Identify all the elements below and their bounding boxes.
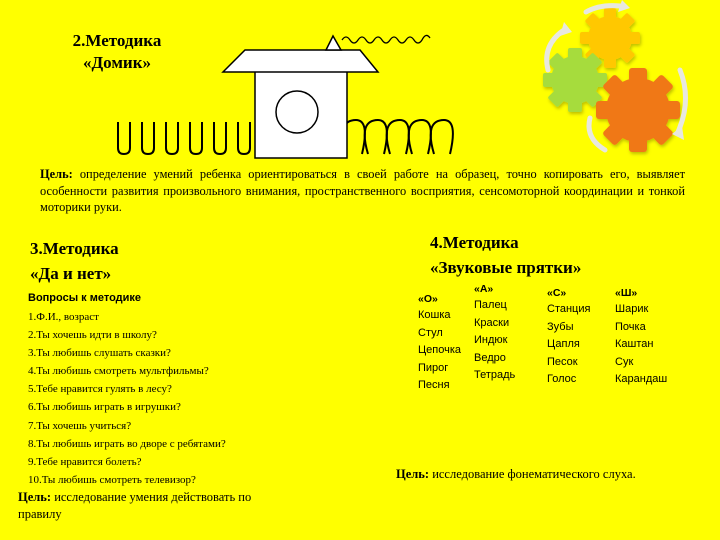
goal-method-2 [40,166,685,216]
right-spiral [343,120,453,154]
sound-column-header: «С» [547,287,567,299]
sound-word: Каштан [615,338,654,350]
method-3-title-line1: 3.Методика [30,239,119,258]
sound-word: Краски [474,316,510,329]
questions-list [28,291,268,489]
sound-word: Шарик [615,303,649,315]
sound-column-header: «А» [474,283,494,295]
questions-heading: Вопросы к методике [28,292,142,304]
sound-column-header: «Ш» [615,287,638,299]
sound-word: Почка [615,320,646,333]
sound-word: Цапля [547,338,580,350]
house-window [276,91,318,133]
sound-word: Цепочка [418,344,461,356]
sound-column-header: «О» [418,293,438,305]
sound-word: Голос [547,373,577,385]
method-3-title-line2: «Да и нет» [30,264,112,283]
house-roof [223,50,378,72]
question-item: 4.Ты любишь смотреть мультфильмы? [28,365,209,378]
house-pattern-drawing [110,28,470,160]
sound-word: Ведро [474,351,506,364]
sound-word: Песня [418,379,450,391]
question-item: 5.Тебе нравится гулять в лесу? [28,383,172,396]
sound-word: Кошка [418,309,451,321]
method-2-title-line1: 2.Методика [72,31,162,50]
goal-method-4-text: исследование фонематического слуха. [429,467,636,481]
goal-method-3-text: исследование умения действовать по правилу [18,490,252,521]
sound-word: Сук [615,355,634,368]
sound-word: Зубы [547,320,574,333]
question-item: 1.Ф.И., возраст [28,311,99,323]
method-4-title-line2: «Звуковые прятки» [430,258,582,277]
sound-word: Стул [418,326,443,339]
sound-column-a [474,282,515,385]
sound-word: Тетрадь [474,369,516,381]
question-item: 9.Тебе нравится болеть? [28,455,142,468]
sound-word: Станция [547,303,591,315]
sound-word: Палец [474,299,507,311]
goal-method-3 [18,489,278,523]
smoke-wave [342,35,430,43]
method-4-title-line1: 4.Методика [430,233,519,252]
question-item: 10.Ты любишь смотреть телевизор? [28,473,196,486]
sound-column-sh [615,286,667,389]
goal-method-2-label: Цель: [40,167,73,181]
method-4-title [430,230,581,280]
goal-method-2-text: определение умений ребенка ориентироваться в своей работе на образец, точно копировать его, выявляет особенности развития произвольного внимания, пространственного восприятия, сенсомоторной координации и тонкой моторики руки. [40,167,685,214]
sound-column-s [547,286,590,389]
sound-word: Карандаш [615,373,668,385]
sound-word: Песок [547,355,578,368]
method-3-title [30,236,119,286]
gears-decoration [520,0,720,160]
goal-method-4 [396,466,696,483]
goal-method-4-label: Цель: [396,467,430,481]
question-item: 6.Ты любишь играть в игрушки? [28,401,181,414]
question-item: 3.Ты любишь слушать сказки? [28,347,171,360]
goal-method-3-label: Цель: [18,490,52,504]
question-item: 7.Ты хочешь учиться? [28,419,132,432]
orange-gear-icon [596,68,680,152]
question-item: 2.Ты хочешь идти в школу? [28,329,157,342]
sound-word: Индюк [474,334,508,346]
roof-spire [326,36,341,50]
sound-column-o [418,292,461,395]
left-loops [118,122,250,154]
question-item: 8.Ты любишь играть во дворе с ребятами? [28,437,226,450]
method-2-title-line2: «Домик» [82,53,152,72]
sound-word: Пирог [418,361,449,374]
